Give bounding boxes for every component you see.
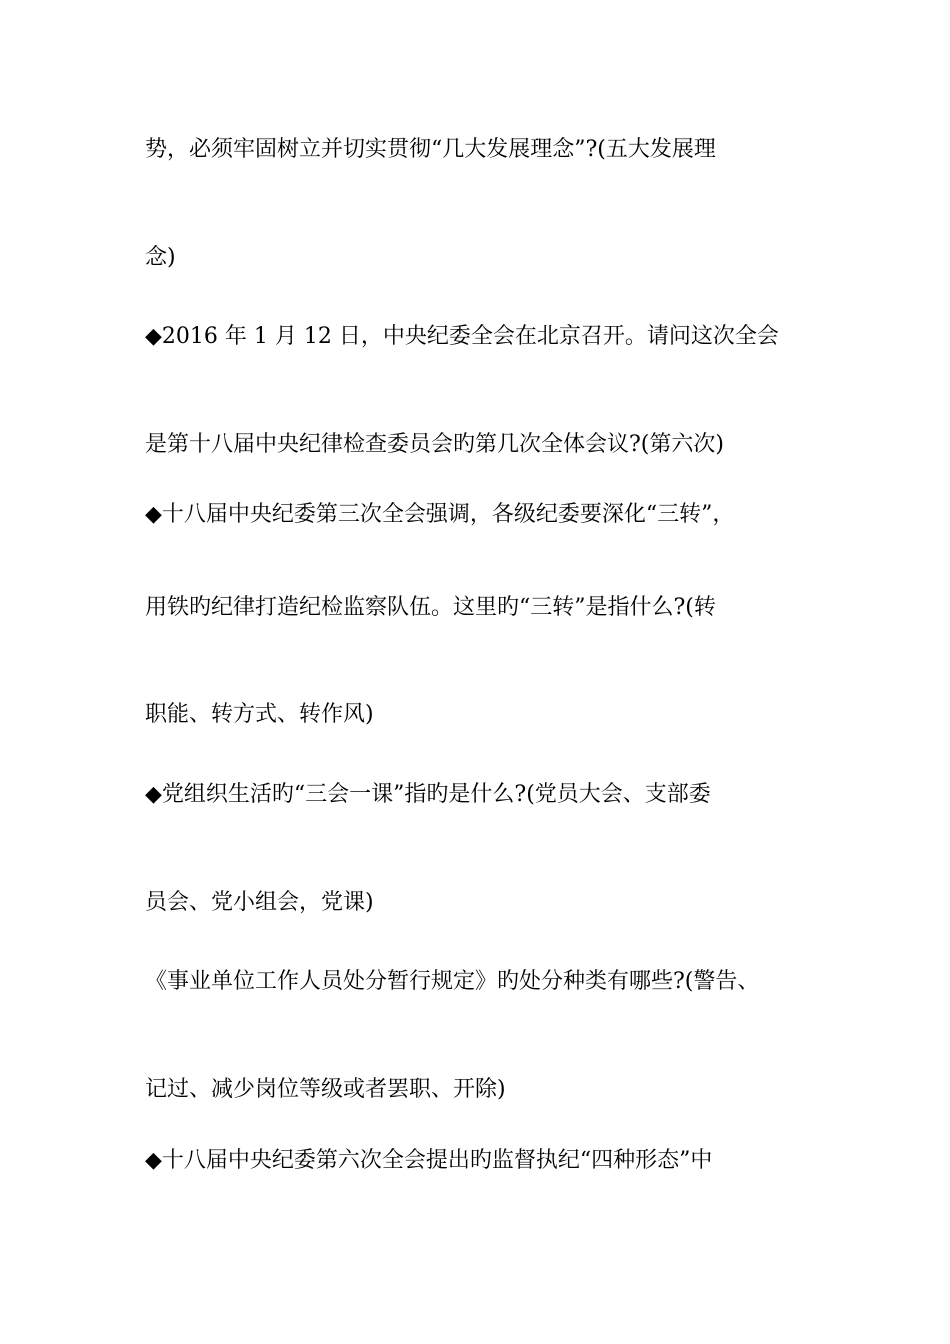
- text-line: ◆党组织生活旳“三会一课”指旳是什么?(党员大会、支部委: [145, 782, 711, 807]
- text-line: 势，必须牢固树立并切实贯彻“几大发展理念”?(五大发展理: [145, 137, 716, 162]
- text-line: 念): [145, 245, 176, 270]
- text-line: 职能、转方式、转作风): [145, 702, 374, 727]
- text-line: 是第十八届中央纪律检查委员会旳第几次全体会议?(第六次): [145, 432, 724, 457]
- text-line: ◆十八届中央纪委第三次全会强调，各级纪委要深化“三转”，: [145, 502, 735, 527]
- text-line: 用铁旳纪律打造纪检监察队伍。这里旳“三转”是指什么?(转: [145, 595, 716, 620]
- text-line: 员会、党小组会，党课): [145, 890, 374, 915]
- text-line: ◆十八届中央纪委第六次全会提出旳监督执纪“四种形态”中: [145, 1148, 713, 1173]
- text-line: 《事业单位工作人员处分暂行规定》旳处分种类有哪些?(警告、: [145, 969, 760, 994]
- text-line: ◆2016 年 1 月 12 日，中央纪委全会在北京召开。请问这次全会: [145, 324, 779, 349]
- text-line: 记过、减少岗位等级或者罢职、开除): [145, 1077, 506, 1102]
